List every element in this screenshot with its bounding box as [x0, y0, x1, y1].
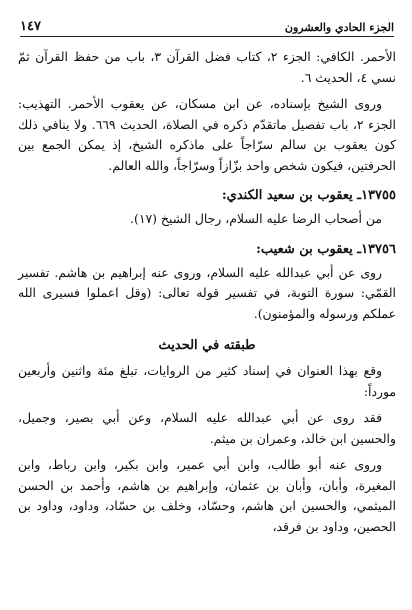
running-header [20, 12, 394, 37]
page-number: ١٤٧ [20, 19, 41, 34]
section-paragraph-narrated-from: فقد روى عن أبي عبدالله عليه السلام، وعن أبي بصير، وجميل، والحسين ابن خالد، وعمران بن ميثم. [18, 410, 396, 446]
section-paragraph-narrated-by: وروى عنه أبو طالب، وابن أبي عمير، وابن بكير، وابن رباط، وابن المغيرة، وأبان، وأبان بن عثمان، وإبراهيم بن هاشم، وأحمد بن الحسن الميثمي، والحسين ابن هاشم، وحسّاد، وخلف بن حسّاد، وداود، وداود بن الحصين، وداود بن فرقد، [18, 457, 396, 534]
entry-title-13756: ١٣٧٥٦ـ يعقوب بن شعيب: [256, 241, 396, 257]
section-title: طبقته في الحديث [158, 338, 256, 353]
entry-text-13755: من أصحاب الرضا عليه السلام، رجال الشيخ (١٧). [130, 211, 382, 226]
paragraph-tahdhib-reference: وروى الشيخ بإسناده، عن ابن مسكان، عن يعقوب الأحمر. التهذيب: الجزء ٢، باب تفصيل ماتقدّم ذكره في الصلاة، الحديث ٦٦٩. ولا ينافي ذلك كون يعقوب بن سالم سرّاجاً على ماذكره الشيخ، إذ يمكن الجمع بين الحرفتين، فيكون شخص واحد بزّازاً وسرّاجاً، والله العالم. [18, 96, 396, 173]
entry-text-13756: روى عن أبي عبدالله عليه السلام، وروى عنه إبراهيم بن هاشم. تفسير القمّي: سورة التوبة، في تفسير قوله تعالى: (وقل اعملوا فسيرى الله عملكم ورسوله والمؤمنون). [18, 264, 396, 321]
paragraph-continuation: الأحمر. الكافي: الجزء ٢، كتاب فضل القرآن ٣، باب من حفظ القرآن ثمّ نسي ٤، الحديث ٦. [18, 49, 396, 85]
entry-title-13755: ١٣٧٥٥ـ يعقوب بن سعيد الكندي: [221, 188, 396, 203]
section-paragraph-occurrences: وقع بهذا العنوان في إسناد كثير من الروايات، تبلغ مئة واثنين وأربعين مورداً: [18, 363, 396, 399]
running-header-title: الجزء الحادي والعشرون [284, 21, 394, 34]
